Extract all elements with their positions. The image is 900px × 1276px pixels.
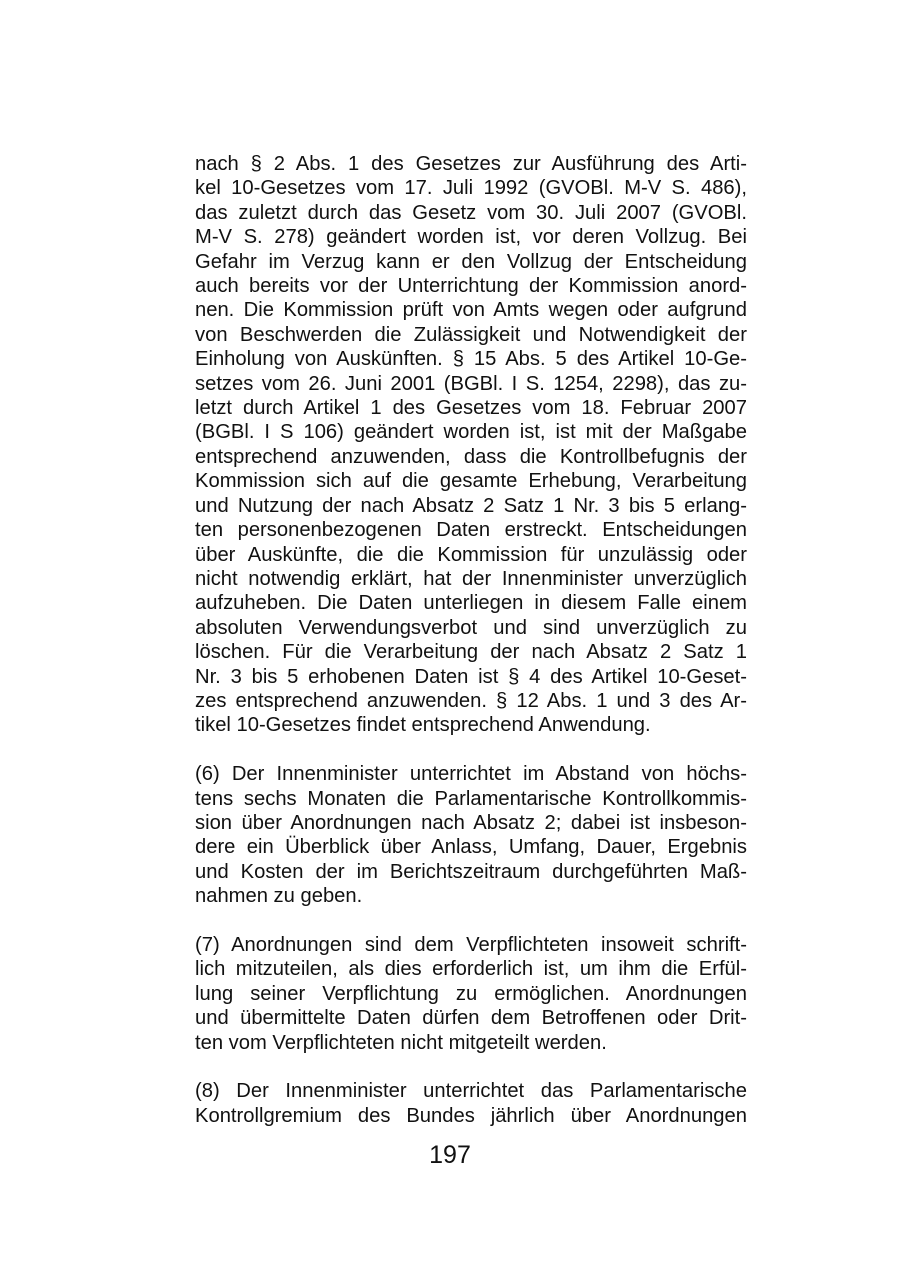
text-line: auch bereits vor der Unterrichtung der Kommission anord- — [195, 275, 747, 298]
text-line: (6) Der Innenminister unterrichtet im Abstand von höchs- — [195, 763, 747, 786]
paragraph — [195, 933, 747, 1055]
text-line: löschen. Für die Verarbeitung der nach Absatz 2 Satz 1 — [195, 641, 747, 664]
body-text — [195, 152, 747, 1128]
text-line: kel 10-Gesetzes vom 17. Juli 1992 (GVOBl. M-V S. 486), — [195, 177, 747, 200]
text-line: Einholung von Auskünften. § 15 Abs. 5 des Artikel 10-Ge- — [195, 348, 747, 371]
text-line: lich mitzuteilen, als dies erforderlich ist, um ihm die Erfül- — [195, 958, 747, 981]
text-line: nahmen zu geben. — [195, 885, 363, 908]
text-line: ten personenbezogenen Daten erstreckt. Entscheidungen — [195, 519, 747, 542]
text-line: nach § 2 Abs. 1 des Gesetzes zur Ausführung des Arti- — [195, 153, 747, 175]
paragraph — [195, 762, 747, 908]
text-line: tikel 10-Gesetzes findet entsprechend Anwendung. — [195, 714, 651, 737]
text-line: über Auskünfte, die die Kommission für unzulässig oder — [195, 543, 747, 566]
text-line: nen. Die Kommission prüft von Amts wegen oder aufgrund — [195, 299, 747, 322]
text-line: lung seiner Verpflichtung zu ermöglichen. Anordnungen — [195, 982, 747, 1005]
text-line: Nr. 3 bis 5 erhobenen Daten ist § 4 des Artikel 10-Geset- — [195, 665, 747, 688]
paragraph — [195, 1079, 747, 1128]
text-line: und Nutzung der nach Absatz 2 Satz 1 Nr. 3 bis 5 erlang- — [195, 494, 747, 517]
text-line: letzt durch Artikel 1 des Gesetzes vom 18. Februar 2007 — [195, 397, 747, 420]
text-line: tens sechs Monaten die Parlamentarische Kontrollkommis- — [195, 787, 747, 810]
text-line: entsprechend anzuwenden, dass die Kontrollbefugnis der — [195, 445, 747, 468]
text-line: sion über Anordnungen nach Absatz 2; dabei ist insbeson- — [195, 811, 747, 834]
text-line: (BGBl. I S 106) geändert worden ist, ist mit der Maßgabe — [195, 421, 747, 444]
text-line: aufzuheben. Die Daten unterliegen in diesem Falle einem — [195, 592, 747, 615]
text-line: und Kosten der im Berichtszeitraum durchgeführten Maß- — [195, 860, 747, 883]
text-line: zes entsprechend anzuwenden. § 12 Abs. 1 und 3 des Ar- — [195, 689, 747, 712]
paragraph — [195, 152, 747, 738]
text-line: dere ein Überblick über Anlass, Umfang, Dauer, Ergebnis — [195, 836, 747, 859]
text-line: und übermittelte Daten dürfen dem Betroffenen oder Drit- — [195, 1007, 747, 1030]
text-line: (8) Der Innenminister unterrichtet das Parlamentarische — [195, 1080, 747, 1103]
page-number: 197 — [429, 1141, 471, 1169]
text-line: M-V S. 278) geändert worden ist, vor deren Vollzug. Bei — [195, 226, 747, 249]
text-line: Kommission sich auf die gesamte Erhebung, Verarbeitung — [195, 470, 747, 493]
text-line: Gefahr im Verzug kann er den Vollzug der Entscheidung — [195, 250, 747, 273]
text-line: (7) Anordnungen sind dem Verpflichteten insoweit schrift- — [195, 933, 747, 956]
text-line: setzes vom 26. Juni 2001 (BGBl. I S. 1254, 2298), das zu- — [195, 372, 747, 395]
text-line: das zuletzt durch das Gesetz vom 30. Juli 2007 (GVOBl. — [195, 201, 747, 224]
text-line: nicht notwendig erklärt, hat der Innenminister unverzüglich — [195, 567, 747, 590]
text-line: ten vom Verpflichteten nicht mitgeteilt werden. — [195, 1031, 607, 1054]
text-line: von Beschwerden die Zulässigkeit und Notwendigkeit der — [195, 323, 747, 346]
text-line: Kontrollgremium des Bundes jährlich über Anordnungen — [195, 1104, 747, 1127]
text-line: absoluten Verwendungsverbot und sind unverzüglich zu — [195, 616, 747, 639]
